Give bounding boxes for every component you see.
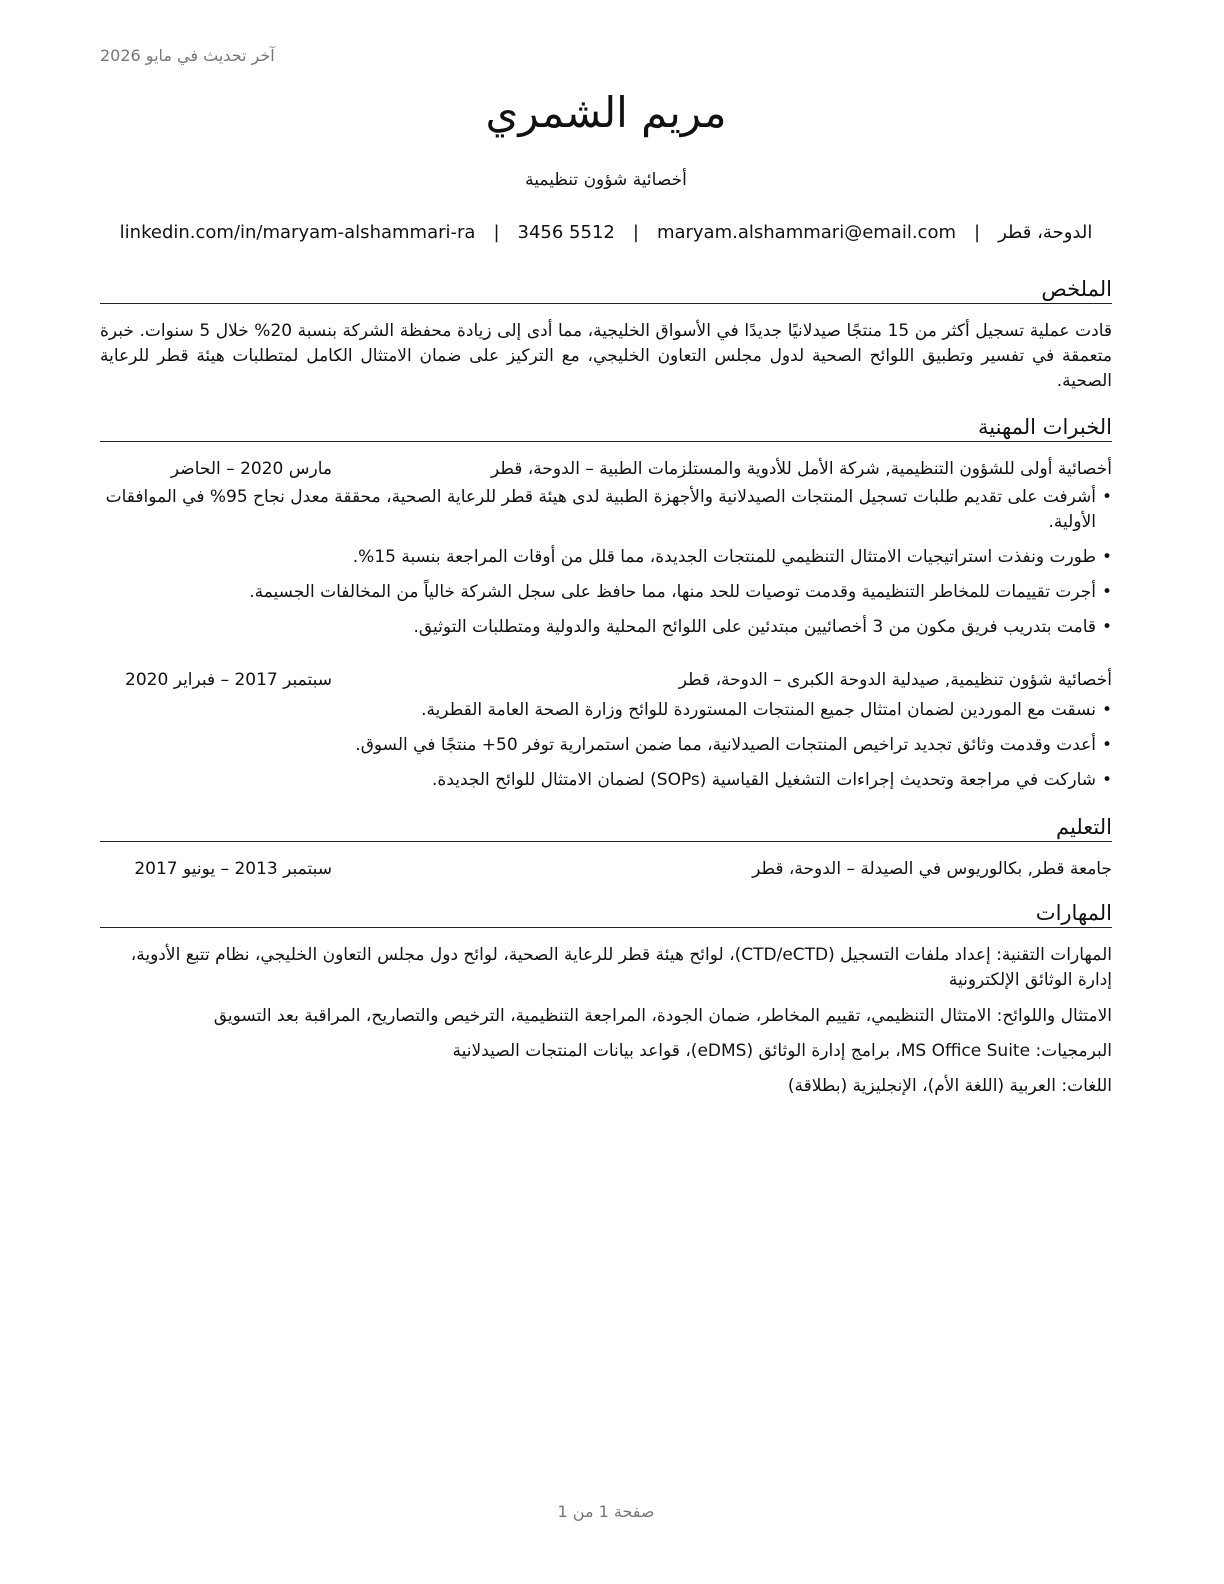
page-number: صفحة 1 من 1: [557, 1502, 655, 1521]
job-bullets: [100, 698, 1112, 803]
job-bullet: • نسقت مع الموردين لضمان امتثال جميع المنتجات المستوردة للوائح وزارة الصحة العامة القطرية.: [100, 698, 1112, 723]
education-degree: جامعة قطر, بكالوريوس في الصيدلة – الدوحة، قطر: [752, 859, 1112, 879]
job-bullet: • أشرفت على تقديم طلبات تسجيل المنتجات الصيدلانية والأجهزة الطبية لدى هيئة قطر للرعاية الصحية، محققة معدل نجاح 95% في الموافقات الأولية.: [100, 485, 1112, 535]
contact-email[interactable]: maryam.alshammari@email.com: [656, 222, 956, 243]
resume-page: [100, 0, 1112, 1584]
skills-line: البرمجيات: MS Office Suite، برامج إدارة الوثائق (eDMS)، قواعد بيانات المنتجات الصيدلانية: [452, 1041, 1112, 1061]
contact-line: [100, 222, 1112, 243]
candidate-name: مريم الشمري: [485, 88, 727, 137]
experience-heading: الخبرات المهنية: [100, 414, 1112, 442]
education-heading: التعليم: [100, 814, 1112, 842]
job-bullets: [100, 485, 1112, 650]
job-role: أخصائية أولى للشؤون التنظيمية, شركة الأمل للأدوية والمستلزمات الطبية – الدوحة، قطر: [490, 459, 1112, 479]
contact-phone: 3456 5512: [517, 222, 615, 243]
job-dates: سبتمبر 2017 – فبراير 2020: [125, 670, 332, 690]
education-dates: سبتمبر 2013 – يونيو 2017: [134, 859, 332, 879]
job-bullet: • أجرت تقييمات للمخاطر التنظيمية وقدمت توصيات للحد منها، مما حافظ على سجل الشركة خالياً من المخالفات الجسيمة.: [100, 580, 1112, 605]
contact-location: الدوحة، قطر: [998, 222, 1093, 243]
contact-separator: |: [974, 222, 981, 243]
job-dates: مارس 2020 – الحاضر: [170, 459, 332, 479]
contact-linkedin[interactable]: linkedin.com/in/maryam-alshammari-ra: [119, 222, 476, 243]
job-bullet: • قامت بتدريب فريق مكون من 3 أخصائيين مبتدئين على اللوائح المحلية والدولية ومتطلبات التوثيق.: [100, 615, 1112, 640]
skills-line: اللغات: العربية (اللغة الأم)، الإنجليزية (بطلاقة): [787, 1076, 1112, 1096]
job-bullet: • أعدت وقدمت وثائق تجديد تراخيص المنتجات الصيدلانية، مما ضمن استمرارية توفر 50+ منتجًا في السوق.: [100, 733, 1112, 758]
job-bullet: • شاركت في مراجعة وتحديث إجراءات التشغيل القياسية (SOPs) لضمان الامتثال للوائح الجديدة.: [100, 768, 1112, 793]
skills-line: الامتثال واللوائح: الامتثال التنظيمي، تقييم المخاطر، ضمان الجودة، المراجعة التنظيمية، الترخيص والتصاريح، المراقبة بعد التسويق: [213, 1006, 1112, 1026]
contact-separator: |: [632, 222, 639, 243]
summary-heading: الملخص: [100, 276, 1112, 304]
skills-heading: المهارات: [100, 900, 1112, 928]
education-entry: [100, 857, 1112, 881]
job-header: [100, 668, 1112, 692]
summary-text: قادت عملية تسجيل أكثر من 15 منتجًا صيدلانيًا جديدًا في الأسواق الخليجية، مما أدى إلى زيادة محفظة الشركة بنسبة 20% خلال 5 سنوات. خبرة متعمقة في تفسير وتطبيق اللوائح الصحية لدول مجلس التعاون الخليجي، مع التركيز على ضمان الامتثال الكامل لمتطلبات هيئة قطر للرعاية الصحية.: [100, 321, 1113, 391]
contact-separator: |: [493, 222, 500, 243]
candidate-title: أخصائية شؤون تنظيمية: [525, 170, 687, 190]
last-updated: آخر تحديث في مايو 2026: [100, 46, 275, 65]
job-bullet: • طورت ونفذت استراتيجيات الامتثال التنظيمي للمنتجات الجديدة، مما قلل من أوقات المراجعة بنسبة 15%.: [100, 545, 1112, 570]
skills-line: المهارات التقنية: إعداد ملفات التسجيل (CTD/eCTD)، لوائح هيئة قطر للرعاية الصحية، لوائح دول مجلس التعاون الخليجي، نظام تتبع الأدوية، إدارة الوثائق الإلكترونية: [130, 945, 1112, 990]
job-role: أخصائية شؤون تنظيمية, صيدلية الدوحة الكبرى – الدوحة، قطر: [678, 670, 1112, 690]
job-header: [100, 457, 1112, 481]
